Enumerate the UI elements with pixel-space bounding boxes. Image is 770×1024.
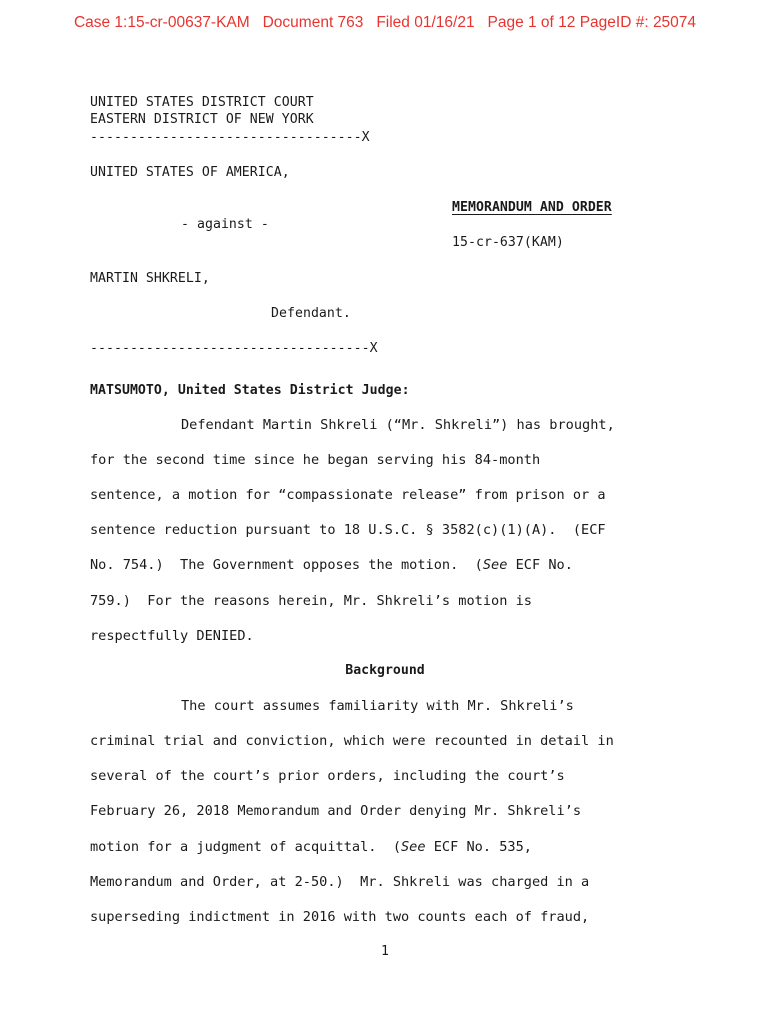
paragraph1-line5-part2: ECF No.: [507, 557, 573, 573]
caption-rule-bottom: -----------------------------------X: [90, 341, 378, 356]
defendant-label: Defendant.: [271, 306, 351, 321]
paragraph1-line3: sentence, a motion for “compassionate release” from prison or a: [90, 487, 606, 503]
signal-see: See: [482, 557, 508, 573]
paragraph1-line1: Defendant Martin Shkreli (“Mr. Shkreli”) has brought,: [181, 417, 615, 433]
paragraph1-line2: for the second time since he began serving his 84-month: [90, 452, 541, 468]
case-number: 15-cr-637(KAM): [452, 235, 564, 250]
page-number: 1: [381, 944, 389, 959]
paragraph2-line6: Memorandum and Order, at 2-50.) Mr. Shkreli was charged in a: [90, 874, 590, 890]
paragraph1-line4: sentence reduction pursuant to 18 U.S.C. § 3582(c)(1)(A). (ECF: [90, 522, 606, 538]
paragraph2-line5-part1: motion for a judgment of acquittal. (: [90, 839, 401, 855]
paragraph1-line6: 759.) For the reasons herein, Mr. Shkreli’s motion is: [90, 593, 532, 609]
paragraph1-line5-part1: No. 754.) The Government opposes the motion. (: [90, 557, 483, 573]
court-name-line2: EASTERN DISTRICT OF NEW YORK: [90, 112, 314, 127]
paragraph2-line5: [90, 839, 532, 855]
paragraph1-line5: [90, 557, 573, 573]
judge-line: MATSUMOTO, United States District Judge:: [90, 383, 410, 398]
paragraph2-line1: The court assumes familiarity with Mr. Shkreli’s: [181, 698, 574, 714]
paragraph2-line7: superseding indictment in 2016 with two counts each of fraud,: [90, 909, 590, 925]
against-label: - against -: [181, 217, 269, 232]
paragraph2-line4: February 26, 2018 Memorandum and Order denying Mr. Shkreli’s: [90, 803, 582, 819]
paragraph2-line5-part2: ECF No. 535,: [425, 839, 532, 855]
court-name-line1: UNITED STATES DISTRICT COURT: [90, 95, 314, 110]
signal-see: See: [401, 839, 426, 855]
paragraph1-line7: respectfully DENIED.: [90, 628, 254, 644]
filing-header-stamp: Case 1:15-cr-00637-KAM Document 763 Filed 01/16/21 Page 1 of 12 PageID #: 25074: [73, 14, 697, 31]
caption-rule-top: ----------------------------------X: [90, 130, 370, 145]
paragraph2-line3: several of the court’s prior orders, including the court’s: [90, 768, 565, 784]
defendant-name: MARTIN SHKRELI,: [90, 271, 210, 286]
plaintiff-name: UNITED STATES OF AMERICA,: [90, 165, 290, 180]
paragraph2-line2: criminal trial and conviction, which were recounted in detail in: [90, 733, 614, 749]
document-title: MEMORANDUM AND ORDER: [452, 200, 612, 215]
section-heading: Background: [345, 663, 425, 678]
